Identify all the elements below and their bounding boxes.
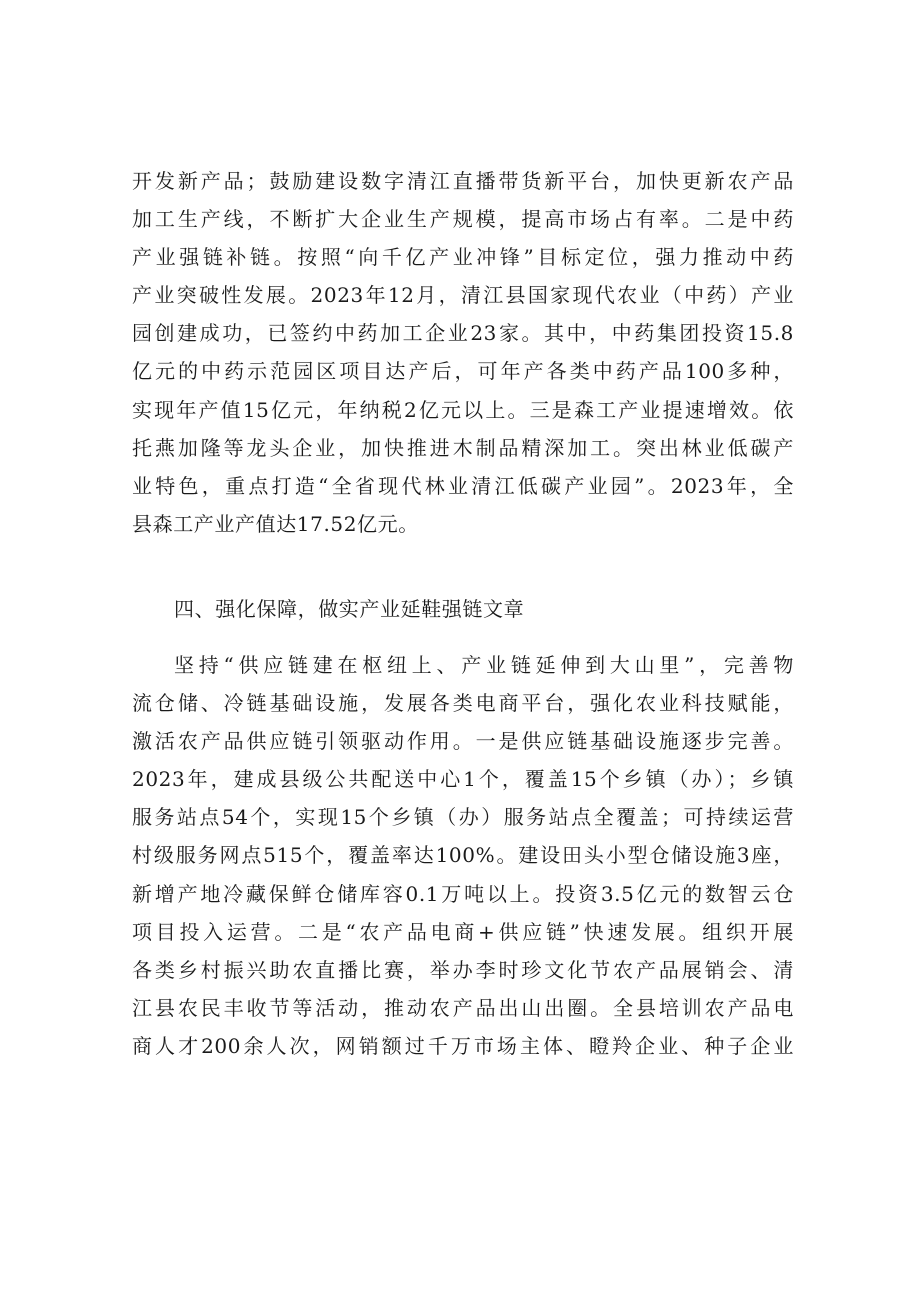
text-line: 托燕加隆等龙头企业，加快推进木制品精深加工。突出林业低碳产: [132, 435, 794, 460]
text-line: 县森工产业产值达17.52亿元。: [132, 511, 419, 536]
text-line: 产业突破性发展。2023年12月，清江县国家现代农业（中药）产业: [132, 283, 794, 308]
text-line: 新增产地冷藏保鲜仓储库容0.1万吨以上。投资3.5亿元的数智云仓: [132, 881, 794, 906]
text-line: 产业强链补链。按照“向千亿产业冲锋”目标定位，强力推动中药: [132, 245, 794, 270]
section-heading-text: 四、强化保障，做实产业延鞋强链文章: [174, 597, 525, 621]
text-line: 各类乡村振兴助农直播比赛，举办李时珍文化节农产品展销会、清: [132, 957, 794, 982]
text-line: 园创建成功，已签约中药加工企业23家。其中，中药集团投资15.8: [132, 321, 794, 346]
text-line: 流仓储、冷链基础设施，发展各类电商平台，强化农业科技赋能，: [132, 691, 794, 716]
text-line: 商人才200余人次，网销额过千万市场主体、瞪羚企业、种子企业: [132, 1033, 794, 1058]
text-line: 项目投入运营。二是“农产品电商+供应链”快速发展。组织开展: [132, 919, 794, 944]
text-line: 服务站点54个，实现15个乡镇（办）服务站点全覆盖；可持续运营: [132, 805, 794, 830]
section-heading-4: [132, 590, 794, 628]
text-line: 业特色，重点打造“全省现代林业清江低碳产业园”。2023年，全: [132, 473, 794, 498]
paragraph-industry-chain: [132, 162, 794, 543]
text-line: 亿元的中药示范园区项目达产后，可年产各类中药产品100多种，: [132, 359, 794, 384]
text-line: 2023年，建成县级公共配送中心1个，覆盖15个乡镇（办）；乡镇: [132, 767, 794, 792]
text-line: 开发新产品；鼓励建设数字清江直播带货新平台，加快更新农产品: [132, 169, 794, 193]
text-line: 实现年产值15亿元，年纳税2亿元以上。三是森工产业提速增效。依: [132, 397, 794, 422]
text-line: 加工生产线，不断扩大企业生产规模，提高市场占有率。二是中药: [132, 207, 794, 232]
text-line: 江县农民丰收节等活动，推动农产品出山出圈。全县培训农产品电: [132, 995, 794, 1020]
paragraph-supply-chain: [132, 646, 794, 1065]
text-line: 激活农产品供应链引领驱动作用。一是供应链基础设施逐步完善。: [132, 729, 794, 754]
text-line: 村级服务网点515个，覆盖率达100%。建设田头小型仓储设施3座，: [132, 843, 794, 868]
text-line: 坚持“供应链建在枢纽上、产业链延伸到大山里”，完善物: [174, 653, 794, 677]
